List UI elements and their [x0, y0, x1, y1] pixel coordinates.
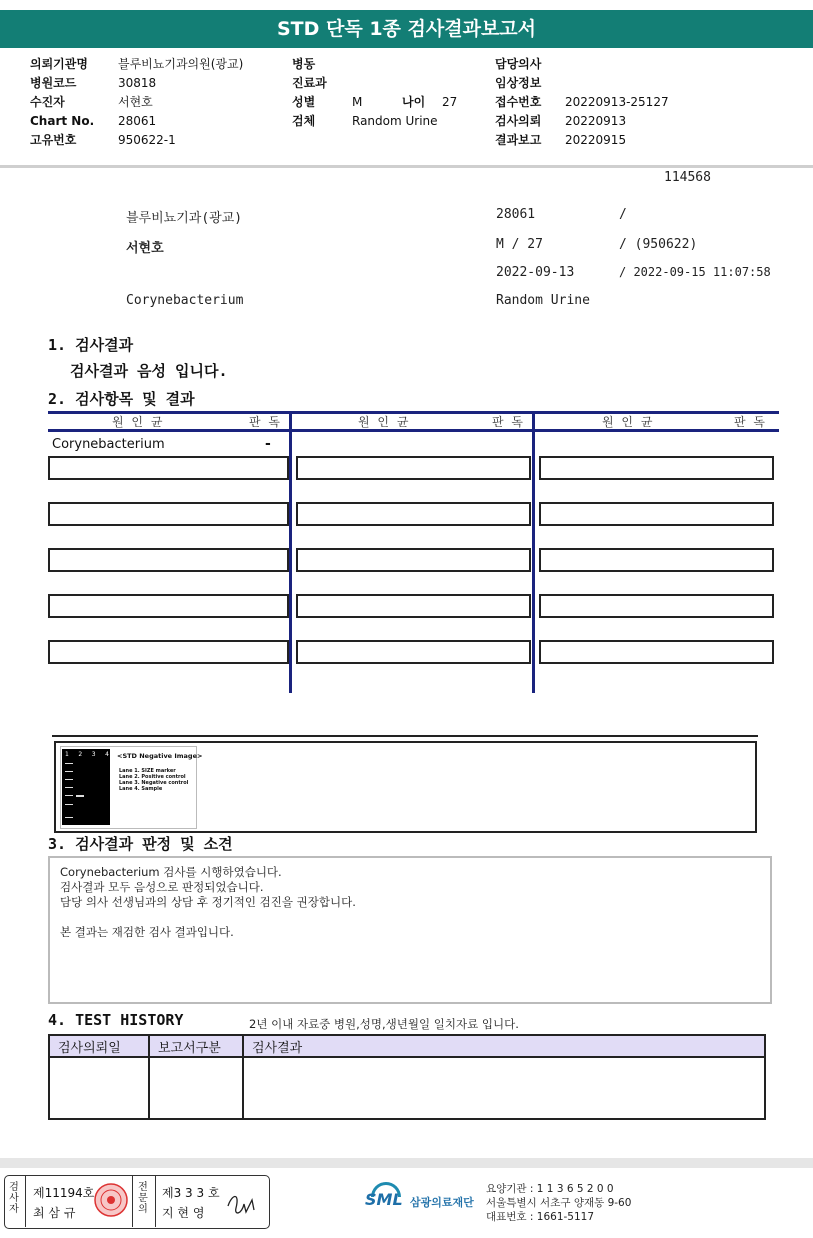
col-pathogen: 원 인 균 — [602, 415, 655, 429]
result-cell — [48, 456, 289, 480]
findings-box — [48, 856, 772, 1004]
section2-title: 2. 검사항목 및 결과 — [48, 390, 195, 408]
header-label: 결과보고 — [495, 133, 542, 147]
tester-label: 검사자 — [9, 1182, 19, 1215]
footer-divider-line — [155, 1176, 156, 1227]
specimen: Random Urine — [496, 293, 590, 308]
doctor-name: 지 현 영 — [162, 1206, 205, 1220]
header-col2 — [292, 55, 457, 131]
sex-value: M — [352, 95, 363, 109]
history-cell — [49, 1057, 149, 1119]
gel-band — [65, 817, 73, 818]
header-value: 28061 — [118, 114, 157, 128]
col-pathogen: 원 인 균 — [358, 415, 411, 429]
tester-no: 제11194호 — [33, 1186, 95, 1200]
gel-band — [76, 795, 84, 797]
organism: Corynebacterium — [126, 293, 244, 308]
tester-name: 최 삼 규 — [33, 1206, 76, 1220]
lane-label: 3 — [91, 751, 96, 758]
history-col-header: 검사의뢰일 — [49, 1035, 149, 1057]
header-label: 담당의사 — [495, 57, 542, 71]
chart-number: 28061 — [496, 207, 536, 222]
result-cell — [296, 548, 531, 572]
header-label: Chart No. — [30, 114, 95, 128]
result-cell — [296, 594, 531, 618]
header-value: 서현호 — [118, 95, 153, 109]
lane-label: 1 — [65, 751, 69, 758]
result-cell — [48, 594, 289, 618]
logo-text: SML — [365, 1190, 403, 1209]
clinic-name: 블루비뇨기과(광교) — [126, 211, 243, 226]
header-col3 — [495, 55, 669, 150]
ward-label: 병동 — [292, 57, 316, 71]
result-cell — [48, 502, 289, 526]
history-cell — [149, 1057, 243, 1119]
header-label: 검사의뢰 — [495, 114, 542, 128]
specimen-value: Random Urine — [352, 114, 438, 128]
result-cell — [48, 640, 289, 664]
request-date: 2022-09-13 — [496, 265, 575, 280]
lane-label: 4 — [105, 751, 109, 758]
age-value: 27 — [442, 95, 458, 109]
header-label: 병원코드 — [30, 76, 77, 90]
col-result: 판 독 — [492, 415, 525, 429]
gel-top-rule — [52, 735, 758, 737]
gel-band — [65, 787, 73, 788]
header-label: 접수번호 — [495, 95, 542, 109]
header-label: 임상정보 — [495, 76, 542, 90]
report-datetime: / 2022-09-15 11:07:58 — [619, 265, 771, 279]
history-note: 2년 이내 자료중 병원,성명,생년월일 일치자료 입니다. — [249, 1017, 519, 1031]
doctor-no: 제3 3 3 호 — [162, 1186, 220, 1200]
footer-divider — [0, 1158, 813, 1168]
grid-divider — [532, 411, 535, 693]
gel-legend — [119, 768, 188, 792]
header-value: 20220915 — [565, 133, 627, 147]
org-contact — [486, 1182, 631, 1224]
org-name: 삼광의료재단 — [410, 1196, 474, 1209]
sex-age: M / 27 — [496, 237, 543, 252]
report-title: STD 단독 1종 검사결과보고서 — [0, 10, 813, 48]
result-cell — [539, 456, 774, 480]
org-address: 서울특별시 서초구 양재동 9-60 — [486, 1197, 632, 1209]
result-cell — [48, 548, 289, 572]
footer-divider-line — [132, 1176, 133, 1227]
gel-title: <STD Negative Image> — [117, 752, 203, 760]
specimen-label: 검체 — [292, 114, 316, 128]
gel-legend-item: Lane 3. Negative control — [119, 780, 189, 786]
gel-image — [62, 749, 110, 825]
info-slash: / — [619, 207, 627, 222]
finding-line: Corynebacterium 검사를 시행하였습니다. — [60, 865, 282, 879]
header-label: 수진자 — [30, 95, 65, 109]
seal-stamp-icon — [93, 1182, 129, 1218]
header-label: 의뢰기관명 — [30, 57, 88, 71]
pathogen-result: - — [265, 436, 271, 452]
gel-band — [65, 771, 73, 772]
ref-number: 114568 — [664, 170, 711, 185]
header-divider — [0, 165, 813, 168]
gel-legend-item: Lane 2. Positive control — [119, 774, 186, 780]
pathogen-name: Corynebacterium — [52, 437, 165, 452]
grid-divider — [289, 411, 292, 693]
patient-name: 서현호 — [126, 241, 164, 256]
result-cell — [539, 548, 774, 572]
section4-title: 4. TEST HISTORY — [48, 1011, 184, 1029]
finding-line: 담당 의사 선생님과의 상담 후 정기적인 검진을 권장합니다. — [60, 895, 356, 909]
gel-band — [65, 779, 73, 780]
signature-icon — [222, 1186, 260, 1220]
result-cell — [296, 502, 531, 526]
section1-text: 검사결과 음성 입니다. — [70, 362, 228, 380]
result-cell — [296, 640, 531, 664]
history-table — [48, 1034, 766, 1120]
gel-legend-item: Lane 4. Sample — [119, 786, 163, 792]
sex-label: 성별 — [292, 95, 316, 109]
finding-line: 본 결과는 재검한 검사 결과입니다. — [60, 925, 234, 939]
gel-band — [65, 795, 73, 796]
result-cell — [539, 502, 774, 526]
header-label: 고유번호 — [30, 133, 77, 147]
age-label: 나이 — [402, 95, 426, 109]
header-value: 블루비뇨기과의원(광교) — [118, 57, 244, 71]
result-cell — [296, 456, 531, 480]
lane-label: 2 — [78, 751, 83, 758]
header-value: 30818 — [118, 76, 157, 90]
gel-band — [65, 804, 73, 805]
doctor-label: 전문의 — [138, 1182, 148, 1215]
birth: / (950622) — [619, 237, 698, 252]
header-col1 — [30, 55, 243, 150]
org-phone: 대표번호 : 1661-5117 — [486, 1211, 595, 1223]
header-value: 950622-1 — [118, 133, 176, 147]
col-result: 판 독 — [249, 415, 282, 429]
col-result: 판 독 — [734, 415, 767, 429]
result-cell — [539, 594, 774, 618]
sml-logo — [365, 1180, 407, 1222]
history-row — [49, 1057, 765, 1119]
gel-legend-item: Lane 1. SIZE marker — [119, 768, 176, 774]
footer-divider-line — [25, 1176, 26, 1227]
section1-title: 1. 검사결과 — [48, 336, 134, 354]
history-col-header: 검사결과 — [243, 1035, 765, 1057]
history-header-row — [49, 1035, 765, 1057]
gel-band — [65, 763, 73, 764]
history-col-header: 보고서구분 — [149, 1035, 243, 1057]
col-pathogen: 원 인 균 — [112, 415, 165, 429]
result-cell — [539, 640, 774, 664]
header-value: 20220913-25127 — [565, 95, 669, 109]
org-code: 요양기관 : 1 1 3 6 5 2 0 0 — [486, 1183, 614, 1195]
finding-line — [60, 910, 760, 925]
finding-line: 검사결과 모두 음성으로 판정되었습니다. — [60, 880, 264, 894]
header-value: 20220913 — [565, 114, 627, 128]
section3-title: 3. 검사결과 판정 및 소견 — [48, 835, 233, 853]
dept-label: 진료과 — [292, 76, 327, 90]
history-cell — [243, 1057, 765, 1119]
